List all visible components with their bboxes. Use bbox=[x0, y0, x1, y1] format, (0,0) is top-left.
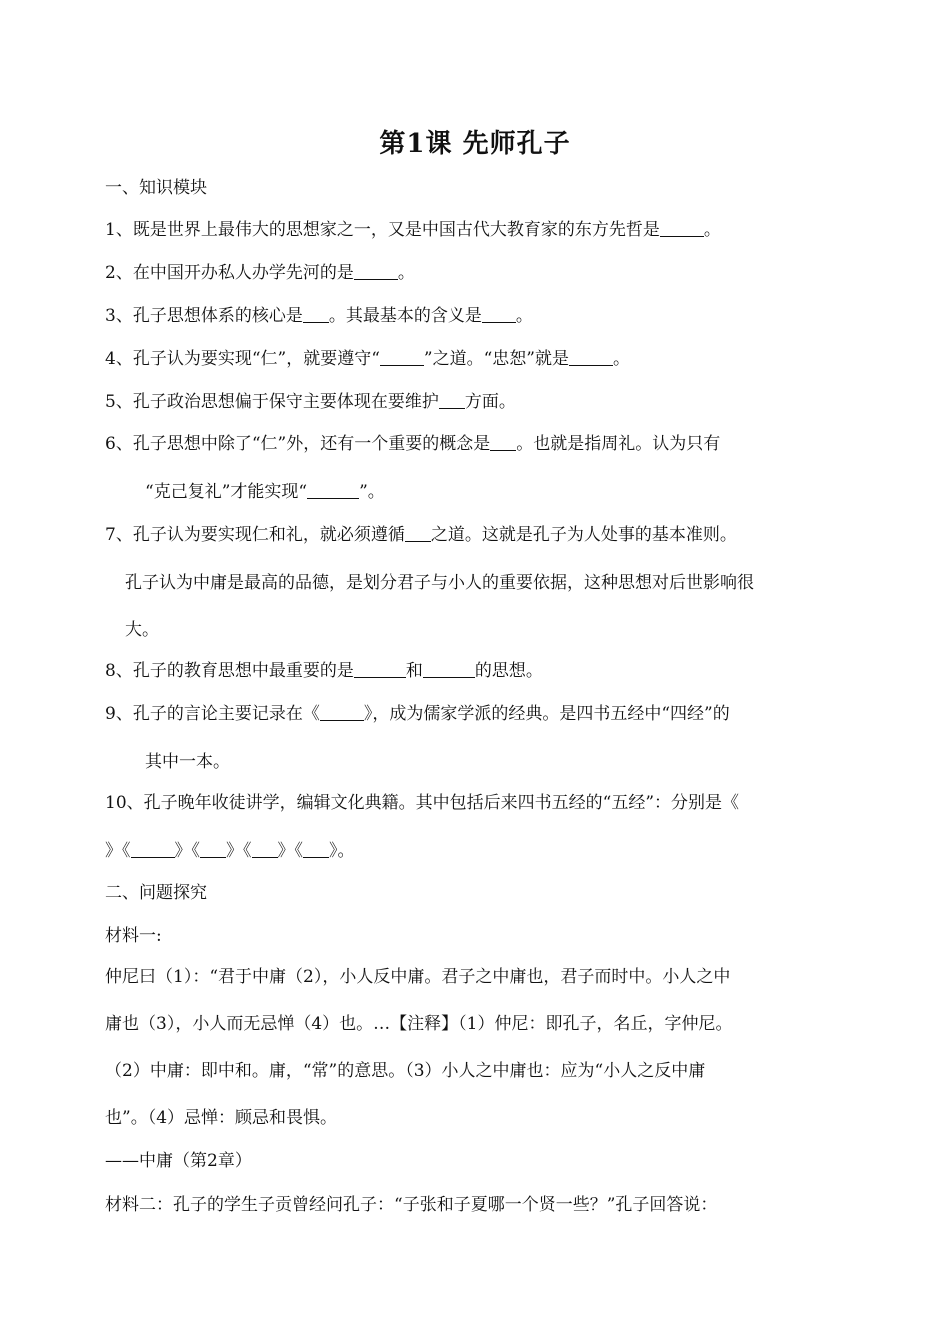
material-one-line: 庸也（3），小人而无忌惮（4）也。…【注释】（1）仲尼：即孔子，名丘，字仲尼。 bbox=[105, 1014, 733, 1034]
material-one-line: 也”。（4）忌惮：顾忌和畏惧。 bbox=[105, 1108, 338, 1128]
answer-blank[interactable] bbox=[439, 391, 465, 409]
answer-blank[interactable] bbox=[354, 262, 398, 280]
answer-blank[interactable] bbox=[252, 840, 278, 858]
lesson-title: 第1课 先师孔子 bbox=[379, 129, 571, 159]
question-7-note: 孔子认为中庸是最高的品德，是划分君子与小人的重要依据，这种思想对后世影响很 bbox=[125, 573, 754, 593]
answer-blank[interactable] bbox=[200, 840, 226, 858]
question-9-continued: 其中一本。 bbox=[145, 752, 230, 772]
question-6-continued: “克己复礼”才能实现“ ”。 bbox=[145, 482, 385, 502]
question-6: 6、孔子思想中除了“仁”外，还有一个重要的概念是 。也就是指周礼。认为只有 bbox=[105, 434, 721, 454]
answer-blank[interactable] bbox=[131, 840, 175, 858]
question-10: 10、孔子晚年收徒讲学，编辑文化典籍。其中包括后来四书五经的“五经”：分别是《 bbox=[105, 793, 740, 813]
answer-blank[interactable] bbox=[660, 219, 704, 237]
question-4: 4、孔子认为要实现“仁”，就要遵守“ ”之道。“忠恕”就是 。 bbox=[105, 349, 630, 369]
answer-blank[interactable] bbox=[423, 660, 475, 678]
answer-blank[interactable] bbox=[490, 433, 516, 451]
material-one-line: （2）中庸：即中和。庸，“常”的意思。（3）小人之中庸也：应为“小人之反中庸 bbox=[105, 1061, 706, 1081]
material-one-label: 材料一: bbox=[105, 926, 162, 946]
question-7-note-end: 大。 bbox=[125, 620, 159, 640]
question-1: 1、既是世界上最伟大的思想家之一，又是中国古代大教育家的东方先哲是 。 bbox=[105, 220, 721, 240]
answer-blank[interactable] bbox=[307, 481, 359, 499]
answer-blank[interactable] bbox=[482, 305, 516, 323]
answer-blank[interactable] bbox=[354, 660, 406, 678]
section-heading-knowledge: 一、知识模块 bbox=[105, 178, 207, 198]
answer-blank[interactable] bbox=[569, 348, 613, 366]
question-8: 8、孔子的教育思想中最重要的是 和 的思想。 bbox=[105, 661, 543, 681]
material-one-source: ——中庸（第2章） bbox=[105, 1151, 252, 1171]
question-7: 7、孔子认为要实现仁和礼，就必须遵循 之道。这就是孔子为人处事的基本准则。 bbox=[105, 525, 737, 545]
material-two: 材料二：孔子的学生子贡曾经问孔子：“子张和子夏哪一个贤一些？”孔子回答说： bbox=[105, 1195, 718, 1215]
material-one-line: 仲尼曰（1）：“君于中庸（2），小人反中庸。君子之中庸也，君子而时中。小人之中 bbox=[105, 967, 731, 987]
question-3: 3、孔子思想体系的核心是 。其最基本的含义是 。 bbox=[105, 306, 533, 326]
answer-blank[interactable] bbox=[303, 840, 329, 858]
question-5: 5、孔子政治思想偏于保守主要体现在要维护 方面。 bbox=[105, 392, 516, 412]
question-9: 9、孔子的言论主要记录在《 》，成为儒家学派的经典。是四书五经中“四经”的 bbox=[105, 704, 730, 724]
section-heading-inquiry: 二、问题探究 bbox=[105, 883, 207, 903]
answer-blank[interactable] bbox=[405, 524, 431, 542]
question-2: 2、在中国开办私人办学先河的是 。 bbox=[105, 263, 415, 283]
answer-blank[interactable] bbox=[320, 703, 364, 721]
question-10-continued: 》《 》《 》《 》《 》。 bbox=[105, 841, 355, 861]
answer-blank[interactable] bbox=[380, 348, 424, 366]
answer-blank[interactable] bbox=[303, 305, 329, 323]
